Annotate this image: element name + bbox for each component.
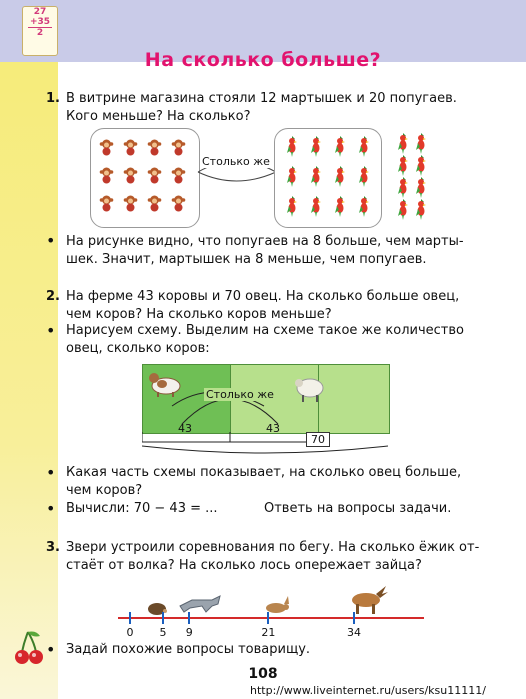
- monkey-icon: [147, 139, 162, 156]
- monkey-icon: [123, 139, 138, 156]
- parrot-icon: [357, 135, 371, 157]
- monkeys-group: [97, 137, 193, 221]
- badge-line-3: 2: [36, 28, 44, 38]
- badge-line-1: 27: [33, 7, 47, 17]
- number-line-tick-label: 9: [185, 626, 193, 639]
- monkey-icon: [99, 139, 114, 156]
- monkey-icon: [99, 195, 114, 212]
- task3-number: 3.: [46, 540, 60, 555]
- bullet-dot: •: [46, 463, 56, 482]
- number-line-tick: [353, 612, 355, 624]
- final-bullet: Задай похожие вопросы товарищу.: [66, 642, 311, 657]
- parrot-icon: [414, 154, 428, 176]
- scheme-total-value: 70: [306, 432, 330, 447]
- task2-line1: На ферме 43 коровы и 70 овец. На сколько больше овец,: [66, 289, 460, 304]
- page-title: На сколько больше?: [144, 49, 382, 71]
- number-line-tick: [188, 612, 190, 624]
- parrot-icon: [357, 195, 371, 217]
- monkey-icon: [171, 195, 186, 212]
- comparison-scheme: [142, 364, 388, 458]
- parrots-frame: [274, 128, 382, 228]
- parrots-group-matched: [279, 133, 379, 223]
- task1-bullet-line2: шек. Значит, мартышек на 8 меньше, чем попугаев.: [66, 252, 427, 267]
- task2-bullet1-line2: овец, сколько коров:: [66, 341, 210, 356]
- bullet-dot: •: [46, 640, 56, 659]
- number-line-tick: [129, 612, 131, 624]
- number-line-tick-label: 5: [159, 626, 167, 639]
- monkeys-frame: [90, 128, 200, 228]
- badge-line-2: +35: [29, 17, 51, 27]
- parrot-icon: [396, 198, 410, 220]
- scheme-cows-value: 43: [178, 422, 192, 435]
- monkey-icon: [123, 167, 138, 184]
- task2-bullet1-line1: Нарисуем схему. Выделим на схеме такое же количество: [66, 323, 464, 338]
- parrot-icon: [396, 154, 410, 176]
- number-line-tick-label: 21: [261, 626, 276, 639]
- bullet-dot: •: [46, 231, 56, 250]
- parrot-icon: [333, 165, 347, 187]
- left-margin-band: [0, 62, 58, 699]
- parrot-icon: [285, 195, 299, 217]
- task1-line1: В витрине магазина стояли 12 мартышек и 20 попугаев.: [66, 91, 457, 106]
- parrot-icon: [285, 165, 299, 187]
- task3-line1: Звери устроили соревнования по бегу. На сколько ёжик от-: [66, 540, 480, 555]
- parrot-icon: [414, 132, 428, 154]
- monkey-icon: [123, 195, 138, 212]
- hedgehog-icon: [146, 600, 168, 616]
- same-amount-label: Столько же: [202, 155, 270, 168]
- task2-bullet3-answer: Ответь на вопросы задачи.: [264, 501, 452, 516]
- parrot-icon: [309, 195, 323, 217]
- number-line-tick: [162, 612, 164, 624]
- task1-bullet-line1: На рисунке видно, что попугаев на 8 больше, чем марты-: [66, 234, 464, 249]
- parrot-icon: [414, 198, 428, 220]
- page-number: 108: [248, 666, 278, 682]
- parrot-icon: [333, 135, 347, 157]
- parrot-icon: [357, 165, 371, 187]
- parrot-icon: [333, 195, 347, 217]
- number-line: [118, 617, 424, 639]
- number-line-tick-label: 0: [126, 626, 134, 639]
- task3-line2: стаёт от волка? На сколько лось опережает зайца?: [66, 558, 422, 573]
- task2-bullet3-calc: Вычисли: 70 − 43 = ...: [66, 501, 218, 516]
- parrot-icon: [285, 135, 299, 157]
- scheme-sheep-matched-value: 43: [266, 422, 280, 435]
- monkey-icon: [147, 167, 162, 184]
- bullet-dot: •: [46, 321, 56, 340]
- task2-line2: чем коров? На сколько коров меньше?: [66, 307, 332, 322]
- monkey-icon: [147, 195, 162, 212]
- number-line-tick-label: 34: [347, 626, 361, 639]
- footer-url: http://www.liveinternet.ru/users/ksu11111/: [250, 684, 486, 697]
- parrot-icon: [309, 165, 323, 187]
- parrot-icon: [396, 132, 410, 154]
- monkey-icon: [99, 167, 114, 184]
- wolf-icon: [178, 592, 222, 614]
- parrot-icon: [414, 176, 428, 198]
- task2-bullet2-line1: Какая часть схемы показывает, на сколько овец больше,: [66, 465, 462, 480]
- scheme-same-label: Столько же: [206, 388, 274, 401]
- task2-number: 2.: [46, 289, 60, 304]
- monkey-icon: [171, 139, 186, 156]
- task2-bullet2-line2: чем коров?: [66, 483, 143, 498]
- parrots-group-extra: [396, 132, 456, 222]
- task1-number: 1.: [46, 91, 60, 106]
- moose-icon: [346, 582, 390, 616]
- task1-line2: Кого меньше? На сколько?: [66, 109, 251, 124]
- number-line-tick: [267, 612, 269, 624]
- scheme-arcs: [142, 364, 388, 458]
- parrot-icon: [309, 135, 323, 157]
- parrot-icon: [396, 176, 410, 198]
- monkey-icon: [171, 167, 186, 184]
- cherry-icon: [14, 630, 44, 666]
- bullet-dot: •: [46, 499, 56, 518]
